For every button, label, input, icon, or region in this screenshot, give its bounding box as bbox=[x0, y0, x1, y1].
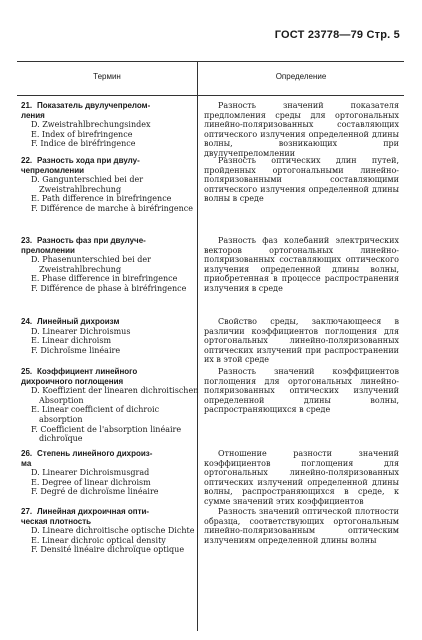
term-ru-cont: преломлении bbox=[21, 245, 75, 255]
column-header-definition: Определение bbox=[275, 72, 327, 81]
table-top-rule bbox=[17, 61, 404, 62]
term-21 bbox=[21, 101, 207, 149]
term-ru: 22. Разность хода при двулу- bbox=[21, 156, 140, 165]
definition-26: Отношение разности значений коэффициентов поглощения для ортогональных линейно-поляризованных оптических излучений определенной длины волны, распространяющихся в среде, к сумме значений этих коэффициентов bbox=[204, 449, 399, 506]
term-equivalent-de: D. Gangunterschied bei der Zweistrahlbrechung bbox=[31, 175, 144, 194]
term-equivalent-en: E. Linear dichroism bbox=[31, 336, 112, 346]
column-header-term: Термин bbox=[93, 72, 121, 81]
term-equivalent-de: D. Linearer Dichroismus bbox=[31, 326, 131, 336]
term-ru-cont: ческая плотность bbox=[21, 516, 92, 526]
term-equivalent-fr: F. Degré de dichroïsme linéaire bbox=[31, 487, 159, 497]
definition-27: Разность значений оптической плотности образца, соответствующих ортогональным линейно-поляризованным оптическим излучениям определенной длины волны bbox=[204, 507, 399, 545]
term-ru: 23. Разность фаз при двулуче- bbox=[21, 236, 146, 245]
term-equivalent-fr: F. Différence de phase à biréfringence bbox=[31, 283, 187, 293]
term-ru: 25. Коэффициент линейного bbox=[21, 367, 138, 376]
term-ru: 27. Линейная дихроичная опти- bbox=[21, 507, 150, 516]
term-ru: 24. Линейный дихроизм bbox=[21, 317, 120, 326]
definition-22: Разность оптических длин путей, пройденных ортогональными линейно-поляризованными составляющими оптического излучения определенной длины волны в среде bbox=[204, 156, 399, 204]
term-equivalent-fr: F. Dichroïsme linéaire bbox=[31, 345, 121, 355]
term-23 bbox=[21, 236, 207, 294]
term-equivalent-fr: F. Densité linéaire dichroïque optique bbox=[31, 545, 185, 555]
term-equivalent-en: E. Index of birefringence bbox=[31, 129, 133, 139]
term-ru-cont: ления bbox=[21, 110, 45, 120]
term-equivalent-fr: F. Différence de marche à biréfringence bbox=[31, 203, 194, 213]
term-equivalent-fr: F. Indice de biréfringence bbox=[31, 139, 136, 149]
term-26 bbox=[21, 449, 207, 497]
term-equivalent-de: D. Zweistrahlbrechungsindex bbox=[31, 120, 151, 130]
term-equivalent-en: E. Path difference in birefringence bbox=[31, 194, 172, 204]
table-header-rule bbox=[17, 95, 404, 96]
term-equivalent-en: E. Linear dichroic optical density bbox=[31, 535, 166, 545]
term-ru-cont: дихроичного поглощения bbox=[21, 376, 124, 386]
term-equivalent-fr: F. Coefficient de l'absorption linéaire dichroïque bbox=[31, 424, 182, 444]
term-ru-cont: ма bbox=[21, 458, 32, 468]
term-ru-cont: чепреломлении bbox=[21, 165, 85, 175]
term-equivalent-de: D. Phasenunterschied bei der Zweistrahlbrechung bbox=[31, 255, 151, 274]
term-25 bbox=[21, 367, 207, 444]
page-header: ГОСТ 23778—79 Стр. 5 bbox=[274, 29, 400, 41]
definition-25: Разность значений коэффициентов поглощения для ортогональных линейно-поляризованных оптических излучений определенной длины волны, распространяющихся в среде bbox=[204, 367, 399, 415]
term-equivalent-en: E. Phase difference in birefringence bbox=[31, 274, 178, 284]
definition-23: Разность фаз колебаний электрических векторов ортогональных линейно-поляризованных составляющих оптического излучения определенной длины волны, приобретенная в процессе распространения излучения в среде bbox=[204, 236, 399, 293]
term-ru: 21. Показатель двулучепрелом- bbox=[21, 101, 151, 110]
term-equivalent-de: D. Lineare dichroitische optische Dichte bbox=[31, 526, 195, 536]
term-24 bbox=[21, 317, 207, 355]
term-27 bbox=[21, 507, 207, 555]
term-equivalent-en: E. Degree of linear dichroism bbox=[31, 477, 151, 487]
term-ru: 26. Степень линейного дихроиз- bbox=[21, 449, 153, 458]
term-equivalent-de: D. Koeffizient der linearen dichroitischen Absorption bbox=[31, 386, 199, 405]
term-22 bbox=[21, 156, 207, 214]
term-equivalent-de: D. Linearer Dichroismusgrad bbox=[31, 468, 150, 478]
definition-24: Свойство среды, заключающееся в различии коэффициентов поглощения для ортогональных линейно-поляризованных оптических излучений при распространении их в этой среде bbox=[204, 317, 399, 365]
definition-21: Разность значений показателя предломления среды для ортогональных линейно-поляризованных составляющих оптического излучения определенной длины волны, возникающих при двулучепреломлении bbox=[204, 101, 399, 158]
term-equivalent-en: E. Linear coefficient of dichroic absorption bbox=[31, 405, 160, 424]
